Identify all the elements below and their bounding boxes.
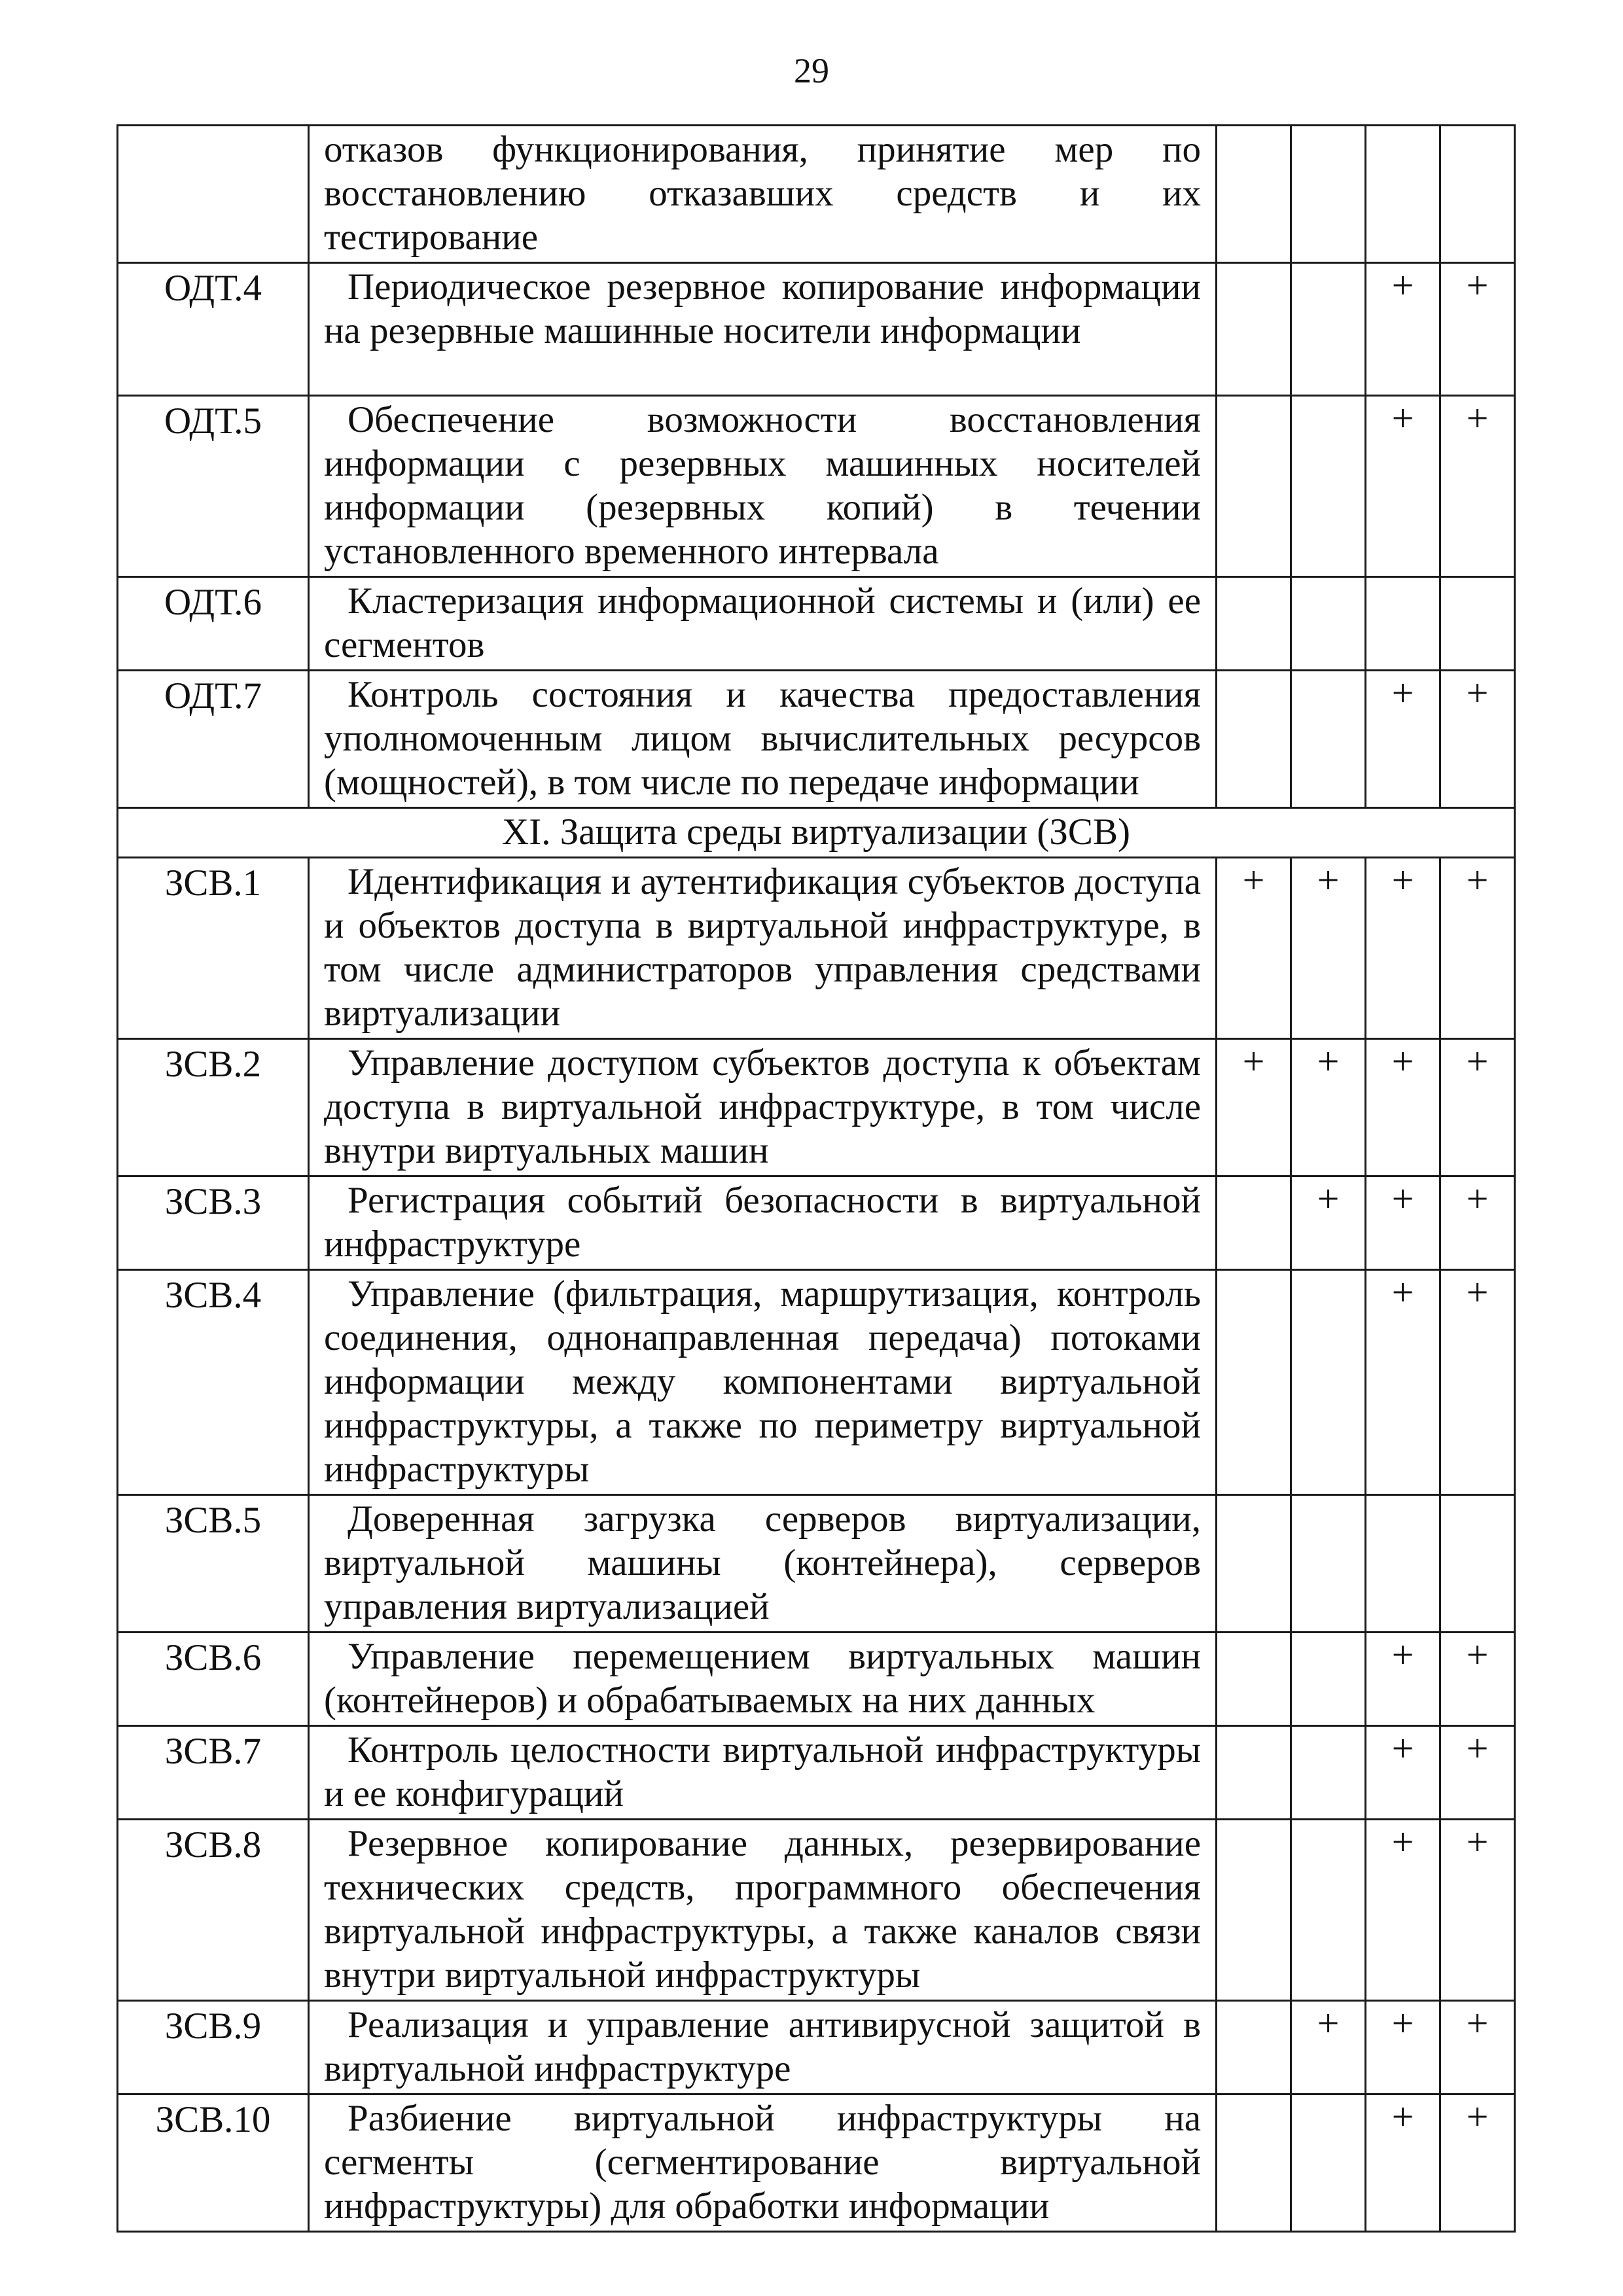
- measure-description: Управление доступом субъектов доступа к объектам доступа в виртуальной инфраструктуре, в том числе внутри виртуальных машин: [309, 1039, 1217, 1176]
- measure-code: ОДТ.4: [118, 263, 309, 396]
- class-mark: +: [1366, 1633, 1440, 1726]
- class-mark: [1291, 396, 1366, 577]
- measure-code: ЗСВ.6: [118, 1633, 309, 1726]
- class-mark: +: [1440, 2094, 1515, 2232]
- class-mark: +: [1366, 1039, 1440, 1176]
- measure-code: ЗСВ.2: [118, 1039, 309, 1176]
- class-mark: +: [1366, 263, 1440, 396]
- class-mark: [1291, 2094, 1366, 2232]
- class-mark: [1217, 2094, 1291, 2232]
- class-mark: [1291, 126, 1366, 263]
- class-mark: +: [1366, 1176, 1440, 1270]
- class-mark: +: [1366, 2001, 1440, 2094]
- measure-description: Контроль состояния и качества предоставления уполномоченным лицом вычислительных ресурсов (мощностей), в том числе по передаче информации: [309, 671, 1217, 808]
- class-mark: [1366, 1495, 1440, 1633]
- class-mark: [1366, 126, 1440, 263]
- measure-description: Управление перемещением виртуальных машин (контейнеров) и обрабатываемых на них данных: [309, 1633, 1217, 1726]
- class-mark: +: [1291, 858, 1366, 1039]
- class-mark: +: [1366, 1726, 1440, 1820]
- table-row: [118, 396, 1515, 577]
- measure-description: Управление (фильтрация, маршрутизация, контроль соединения, однонаправленная передача) потоками информации между компонентами виртуальной инфраструктуры, а также по периметру виртуальной инфраструктуры: [309, 1270, 1217, 1495]
- table-row: [118, 1176, 1515, 1270]
- class-mark: +: [1366, 2094, 1440, 2232]
- class-mark: [1291, 577, 1366, 671]
- table-row: [118, 1820, 1515, 2001]
- class-mark: [1217, 1270, 1291, 1495]
- class-mark: [1291, 1820, 1366, 2001]
- class-mark: [1366, 577, 1440, 671]
- class-mark: +: [1440, 1176, 1515, 1270]
- class-mark: [1291, 1633, 1366, 1726]
- class-mark: [1291, 1270, 1366, 1495]
- class-mark: [1217, 1726, 1291, 1820]
- measure-description: Кластеризация информационной системы и (или) ее сегментов: [309, 577, 1217, 671]
- section-header-row: [118, 808, 1515, 858]
- page-number: 29: [794, 51, 829, 90]
- class-mark: +: [1440, 1726, 1515, 1820]
- class-mark: +: [1440, 1270, 1515, 1495]
- table-row: [118, 1270, 1515, 1495]
- table-row: [118, 1726, 1515, 1820]
- class-mark: [1217, 1176, 1291, 1270]
- measure-code: ЗСВ.1: [118, 858, 309, 1039]
- measure-description: Разбиение виртуальной инфраструктуры на сегменты (сегментирование виртуальной инфраструктуры) для обработки информации: [309, 2094, 1217, 2232]
- measure-code: ЗСВ.8: [118, 1820, 309, 2001]
- class-mark: [1217, 577, 1291, 671]
- measure-code: ЗСВ.5: [118, 1495, 309, 1633]
- table-row: [118, 1039, 1515, 1176]
- table-row: [118, 2001, 1515, 2094]
- measure-description: Контроль целостности виртуальной инфраструктуры и ее конфигураций: [309, 1726, 1217, 1820]
- table-row: [118, 671, 1515, 808]
- class-mark: +: [1366, 858, 1440, 1039]
- class-mark: [1217, 396, 1291, 577]
- class-mark: [1217, 1820, 1291, 2001]
- class-mark: +: [1366, 671, 1440, 808]
- section-title: XI. Защита среды виртуализации (ЗСВ): [118, 808, 1515, 858]
- measure-code: [118, 126, 309, 263]
- class-mark: [1440, 126, 1515, 263]
- measure-code: ОДТ.6: [118, 577, 309, 671]
- table-row: [118, 2094, 1515, 2232]
- measure-description: отказов функционирования, принятие мер по восстановлению отказавших средств и их тестирование: [309, 126, 1217, 263]
- table-row: [118, 577, 1515, 671]
- class-mark: +: [1291, 1176, 1366, 1270]
- table-row: [118, 858, 1515, 1039]
- class-mark: +: [1366, 1270, 1440, 1495]
- class-mark: +: [1217, 1039, 1291, 1176]
- class-mark: [1291, 671, 1366, 808]
- class-mark: +: [1366, 396, 1440, 577]
- class-mark: [1217, 671, 1291, 808]
- measure-description: Периодическое резервное копирование информации на резервные машинные носители информации: [309, 263, 1217, 396]
- class-mark: +: [1440, 671, 1515, 808]
- class-mark: [1291, 1726, 1366, 1820]
- class-mark: [1217, 1495, 1291, 1633]
- class-mark: +: [1440, 1633, 1515, 1726]
- class-mark: [1217, 126, 1291, 263]
- measure-code: ЗСВ.10: [118, 2094, 309, 2232]
- measure-description: Обеспечение возможности восстановления информации с резервных машинных носителей информации (резервных копий) в течении установленного временного интервала: [309, 396, 1217, 577]
- table-row: [118, 126, 1515, 263]
- class-mark: +: [1291, 2001, 1366, 2094]
- measure-description: Доверенная загрузка серверов виртуализации, виртуальной машины (контейнера), серверов управления виртуализацией: [309, 1495, 1217, 1633]
- class-mark: +: [1440, 396, 1515, 577]
- measure-description: Резервное копирование данных, резервирование технических средств, программного обеспечения виртуальной инфраструктуры, а также каналов связи внутри виртуальной инфраструктуры: [309, 1820, 1217, 2001]
- class-mark: [1217, 2001, 1291, 2094]
- measure-description: Реализация и управление антивирусной защитой в виртуальной инфраструктуре: [309, 2001, 1217, 2094]
- class-mark: [1440, 1495, 1515, 1633]
- measure-description: Идентификация и аутентификация субъектов доступа и объектов доступа в виртуальной инфраструктуре, в том числе администраторов управления средствами виртуализации: [309, 858, 1217, 1039]
- measure-code: ЗСВ.7: [118, 1726, 309, 1820]
- measure-code: ОДТ.7: [118, 671, 309, 808]
- class-mark: +: [1440, 1820, 1515, 2001]
- measure-code: ЗСВ.3: [118, 1176, 309, 1270]
- class-mark: [1291, 1495, 1366, 1633]
- class-mark: +: [1440, 858, 1515, 1039]
- class-mark: +: [1440, 263, 1515, 396]
- class-mark: +: [1291, 1039, 1366, 1176]
- class-mark: +: [1440, 1039, 1515, 1176]
- class-mark: [1217, 263, 1291, 396]
- class-mark: [1440, 577, 1515, 671]
- class-mark: [1217, 1633, 1291, 1726]
- measure-code: ЗСВ.9: [118, 2001, 309, 2094]
- measure-code: ОДТ.5: [118, 396, 309, 577]
- class-mark: +: [1217, 858, 1291, 1039]
- table-row: [118, 263, 1515, 396]
- class-mark: +: [1440, 2001, 1515, 2094]
- class-mark: [1291, 263, 1366, 396]
- table-row: [118, 1633, 1515, 1726]
- measure-description: Регистрация событий безопасности в виртуальной инфраструктуре: [309, 1176, 1217, 1270]
- class-mark: +: [1366, 1820, 1440, 2001]
- measure-code: ЗСВ.4: [118, 1270, 309, 1495]
- measures-table: [116, 124, 1516, 2233]
- table-row: [118, 1495, 1515, 1633]
